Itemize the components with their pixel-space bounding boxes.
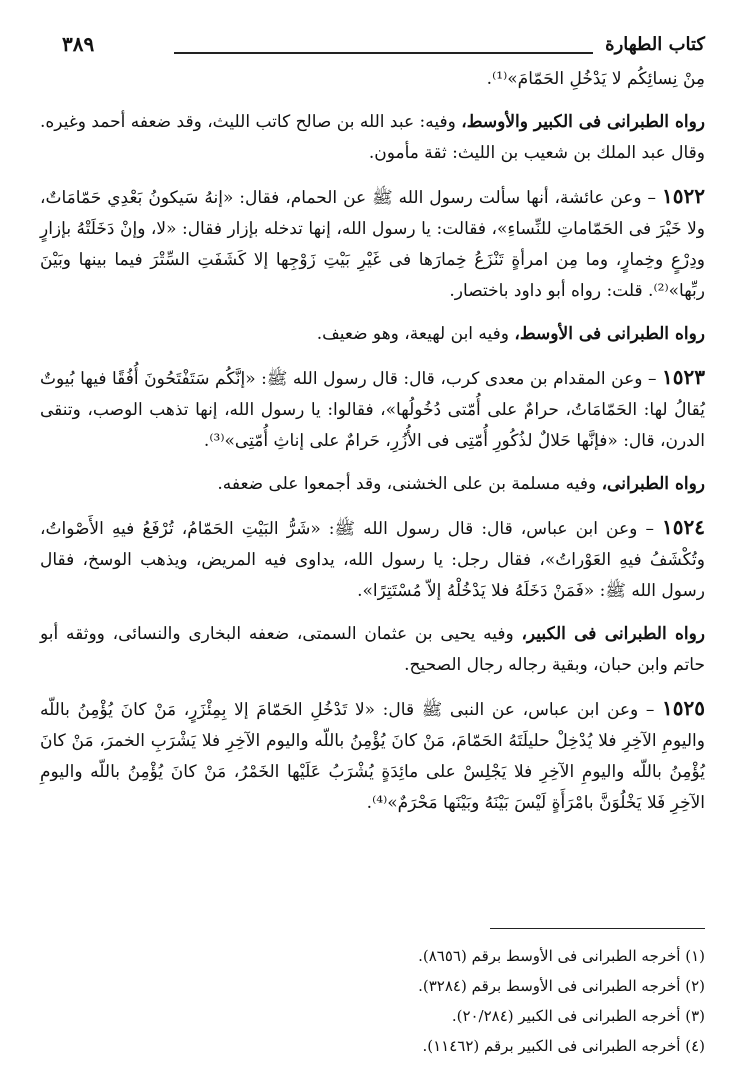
footnote: (٣) أخرجه الطبرانى فى الكبير (٢٠/٢٨٤).: [451, 1007, 705, 1025]
footnote: (١) أخرجه الطبرانى فى الأوسط برقم (٨٦٥٦).: [418, 947, 705, 965]
paragraph-text: وفيه ابن لهيعة، وهو ضعيف.: [316, 324, 515, 344]
page-header: [62, 34, 705, 66]
paragraph-text: – وعن عائشة، أنها سألت رسول الله ﷺ عن الحمام، فقال: «إنهُ سَيكونُ بَعْدِي حَمّامَاتٌ، ولا خَيْرَ فى الحَمّاماتِ للنِّساءِ»، فقالت: يا رسول الله، إنها تدخله بإزار فقال: «لا، وإنْ دَخَلَتْهُ بإزارٍ ودِرْعٍ وخِمارٍ، وما مِن امرأةٍ تَنْزَعُ خِمارَها فى غَيْرِ بَيْتِ زَوْجِها إلا كَشَفَتِ السِّتْرَ فيما بينها وبَيْنَ ربِّها»⁽²⁾. قلت: رواه أبو داود باختصار.: [40, 188, 705, 301]
hadith-number: ١٥٢٢: [662, 184, 705, 208]
hadith-1522: [40, 181, 705, 307]
paragraph-narration: [40, 107, 705, 169]
paragraph-text: مِنْ نِسائِكُم لا يَدْخُلِ الحَمّامَ»⁽¹⁾.: [486, 69, 705, 89]
paragraph-text: – وعن ابن عباس، عن النبى ﷺ قال: «لا تَدْخُلِ الحَمّامَ إلا بِمِئْزَرٍ، مَنْ كانَ يُؤْمِنُ باللّه واليومِ الآخِرِ فلا يُدْخِلْ حليلَتَهُ الحَمّامَ، مَنْ كانَ يُؤْمِنُ باللّه واليوم الآخِرِ فلا يَشْرَبِ الخمرَ، مَنْ كانَ يُؤْمِنُ باللّه واليومِ الآخِرِ فلا يَجْلِسْ على مائِدَةٍ يُشْرَبُ عَلَيْها الخَمْرُ، مَنْ كانَ يُؤْمِنُ باللّه واليومِ الآخِرِ فَلا يَخْلُوَنَّ بامْرَأَةٍ لَيْسَ بَيْنَهُ وبَيْنَها مَحْرَمٌ»⁽⁴⁾.: [40, 700, 705, 813]
footnotes: [40, 928, 705, 1061]
hadith-number: ١٥٢٣: [662, 365, 705, 389]
paragraph-text: – وعن المقدام بن معدى كرب، قال: قال رسول الله ﷺ: «إنَّكُم سَتَفْتَحُونَ أُفُقًا فيها بُيوتٌ يُقالُ لها: الحَمّامَاتُ، حرامٌ على أُمّتى دُخُولُها»، فقالوا: يا رسول الله، إنها تذهب الوصب، وتنقى الدرن، قال: «فإنَّها حَلالٌ لذُكُورِ أُمّتِى فى الأُزُرِ، حَرامٌ على إناثِ أُمّتِى»⁽³⁾.: [40, 369, 705, 451]
paragraph-text: – وعن ابن عباس، قال: قال رسول الله ﷺ: «شَرُّ البَيْتِ الحَمّامُ، تُرْفَعُ فيهِ الأَصْواتُ، وتُكْشَفُ فيهِ العَوْراتُ»، فقال رجل: يا رسول الله، يداوى فيه المريض، ويذهب الوسخ، فقال رسول الله ﷺ: «فَمَنْ دَخَلَهُ فلا يَدْخُلْهُ إلاّ مُسْتَتِرًا».: [40, 519, 705, 601]
hadith-number: ١٥٢٤: [662, 515, 705, 539]
hadith-number: ١٥٢٥: [662, 696, 705, 720]
footnote-rule: [490, 928, 705, 929]
header-rule: [174, 52, 593, 54]
hadith-1524: [40, 512, 705, 607]
narration-source: رواه الطبرانى فى الكبير والأوسط،: [461, 112, 705, 132]
narration-source: رواه الطبرانى فى الأوسط،: [514, 324, 705, 344]
footnote: (٤) أخرجه الطبرانى فى الكبير برقم (١١٤٦٢).: [422, 1037, 705, 1055]
paragraph-text: وفيه: عبد الله بن صالح كاتب الليث، وقد ضعفه أحمد وغيره. وقال عبد الملك بن شعيب بن الليث: ثقة مأمون.: [40, 112, 705, 163]
paragraph-narration: [40, 469, 705, 500]
page-number: ٣٨٩: [62, 32, 95, 56]
paragraph-narration: [40, 319, 705, 350]
paragraph-text: وفيه يحيى بن عثمان السمتى، ضعفه البخارى والنسائى، ووثقه أبو حاتم وابن حبان، وبقية رجاله رجال الصحيح.: [40, 624, 705, 675]
hadith-1525: [40, 693, 705, 819]
narration-source: رواه الطبرانى،: [601, 474, 705, 494]
paragraph-narration: [40, 619, 705, 681]
narration-source: رواه الطبرانى فى الكبير،: [521, 624, 706, 644]
paragraph-text: وفيه مسلمة بن على الخشنى، وقد أجمعوا على ضعفه.: [217, 474, 602, 494]
paragraph-continuation: [40, 64, 705, 95]
chapter-title: كتاب الطهارة: [605, 34, 705, 55]
footnote: (٢) أخرجه الطبرانى فى الأوسط برقم (٣٢٨٤).: [418, 977, 705, 995]
main-text: [40, 64, 705, 819]
hadith-1523: [40, 362, 705, 457]
